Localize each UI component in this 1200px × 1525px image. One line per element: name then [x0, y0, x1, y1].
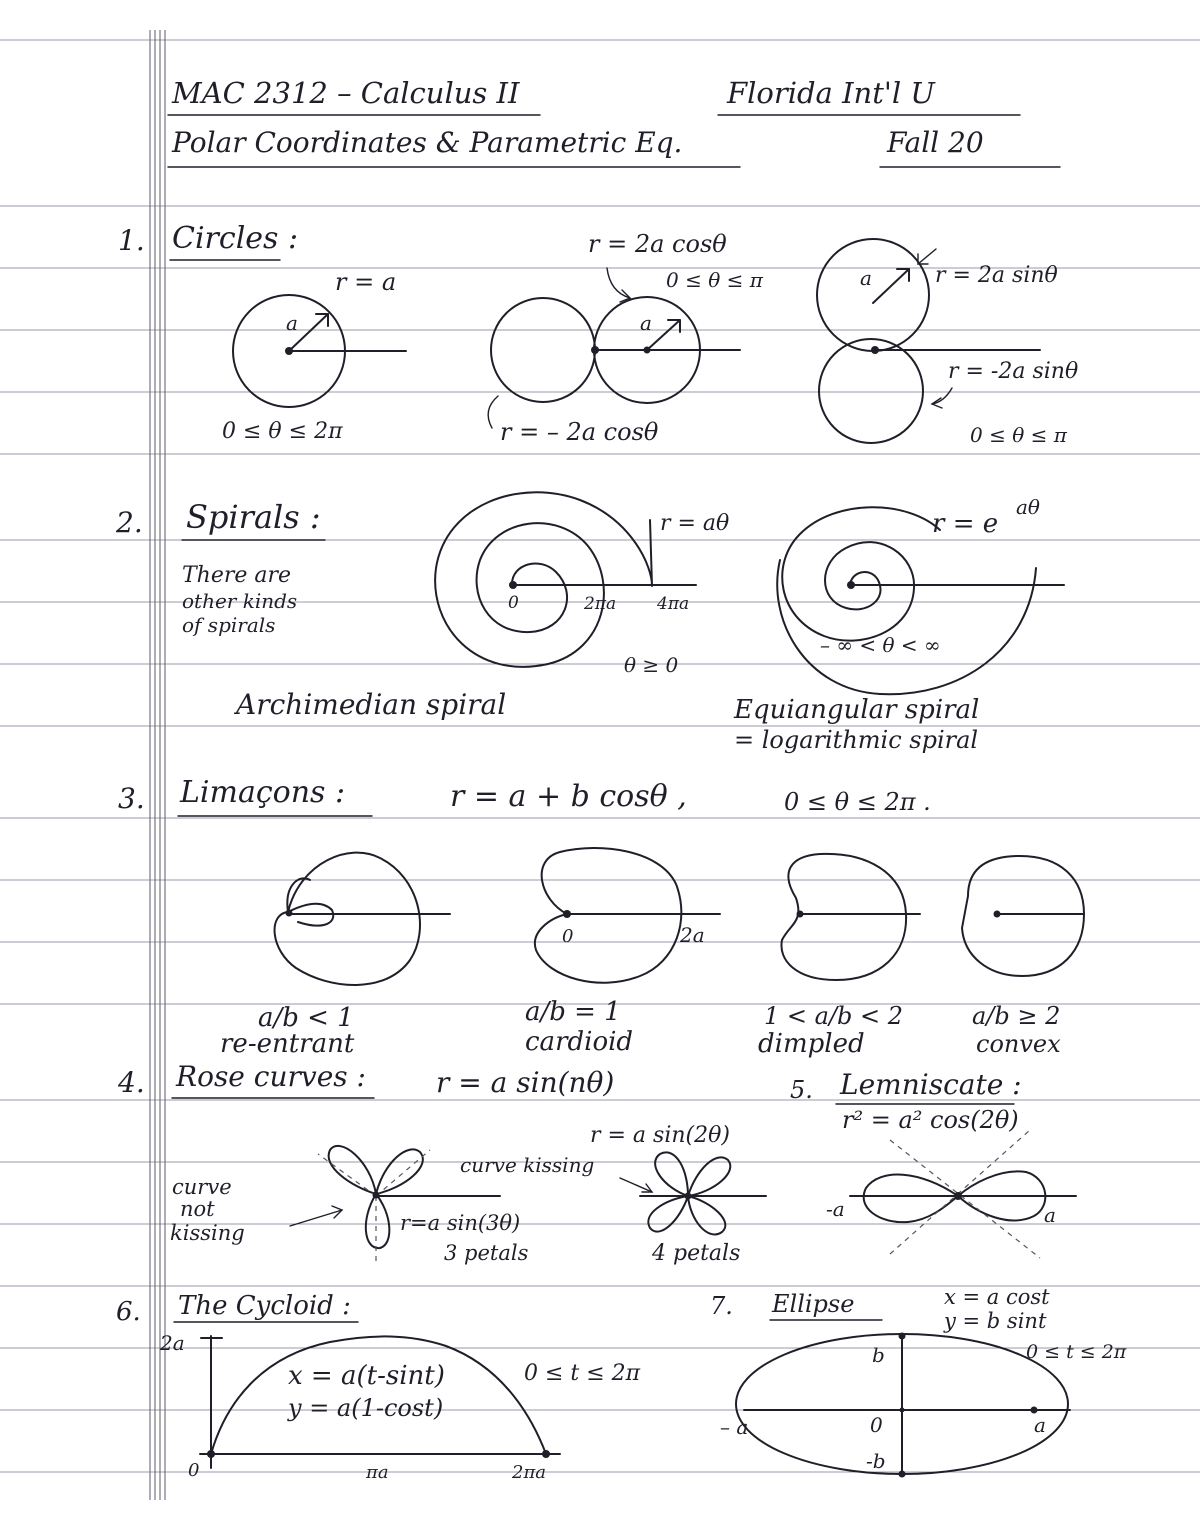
- section-title: Circles :: [172, 221, 299, 256]
- limacon-condition: a/b < 1: [258, 1003, 354, 1033]
- cycloid-y-equation: y = a(1-cost): [288, 1394, 444, 1422]
- axis-label-neg-a: – a: [720, 1415, 749, 1439]
- radius-label: a: [286, 311, 298, 335]
- spiral-equation: r = e: [932, 509, 999, 539]
- circle-equation: r = 2a sinθ: [935, 263, 1058, 288]
- school-name: Florida Int'l U: [727, 76, 935, 110]
- theta-range: – ∞ < θ < ∞: [820, 633, 941, 657]
- spiral-name: Equiangular spiral: [734, 695, 980, 725]
- limacon-condition: a/b ≥ 2: [972, 1002, 1061, 1030]
- axis-label-pi-a: πa: [366, 1462, 389, 1483]
- section-circles: [118, 221, 1078, 447]
- section-number: 2.: [116, 506, 143, 539]
- section-title: Lemniscate :: [840, 1068, 1022, 1101]
- lemniscate-equation: r² = a² cos(2θ): [842, 1106, 1019, 1134]
- axis-label-a: a: [1044, 1203, 1056, 1227]
- axis-label-2a: 2a: [160, 1331, 185, 1355]
- limacon-equation: r = a + b cosθ ,: [450, 779, 687, 814]
- rose-equation: r = a sin(2θ): [590, 1123, 730, 1148]
- section-title: Ellipse: [772, 1290, 855, 1318]
- axis-label-4pi-a: 4πa: [657, 594, 690, 614]
- limacon-name: cardioid: [525, 1027, 634, 1057]
- section-number: 3.: [118, 782, 145, 815]
- spiral-name: Archimedian spiral: [236, 688, 507, 721]
- axis-label-neg-b: -b: [866, 1449, 886, 1473]
- spiral-equation: r = aθ: [660, 511, 730, 536]
- circles-sin: [817, 239, 1078, 447]
- section-number: 5.: [790, 1076, 813, 1104]
- section-title: Limaçons :: [180, 775, 346, 810]
- topic-title: Polar Coordinates & Parametric Eq.: [172, 126, 683, 159]
- spirals-note: other kinds: [182, 589, 298, 613]
- limacon-name: dimpled: [758, 1029, 865, 1059]
- section-rose-curves: [117, 1060, 766, 1266]
- petal-count: 3 petals: [444, 1241, 529, 1265]
- section-number: 4.: [118, 1066, 145, 1099]
- section-title: Spirals :: [186, 498, 321, 536]
- axis-label-2a: 2a: [680, 923, 705, 947]
- axis-label-2pi-a: 2πa: [584, 594, 617, 614]
- section-spirals: [115, 492, 1064, 754]
- limacon-condition: a/b = 1: [525, 997, 621, 1027]
- section-number: 6.: [116, 1297, 141, 1327]
- limacon-dimpled: [758, 854, 920, 1059]
- theta-range: θ ≥ 0: [624, 653, 679, 677]
- rose-note: curve: [172, 1175, 232, 1199]
- section-number: 1.: [118, 224, 145, 257]
- axis-label-0: 0: [562, 926, 574, 947]
- axis-label-0: 0: [188, 1460, 200, 1481]
- limacon-convex: [962, 856, 1084, 1058]
- section-ellipse: [710, 1285, 1127, 1478]
- spiral-name: = logarithmic spiral: [734, 726, 979, 754]
- theta-range: 0 ≤ θ ≤ 2π: [222, 419, 343, 444]
- spirals-note: of spirals: [182, 613, 276, 637]
- limacon-reentrant: [220, 853, 450, 1059]
- spirals-note: There are: [182, 563, 292, 588]
- circles-cos: [488, 230, 764, 446]
- circle-equation-negative: r = – 2a cosθ: [500, 418, 659, 446]
- theta-range: 0 ≤ θ ≤ 2π .: [784, 788, 931, 816]
- t-range: 0 ≤ t ≤ 2π: [1026, 1341, 1127, 1363]
- radius-label: a: [640, 311, 652, 335]
- rose-note: not: [180, 1197, 215, 1221]
- section-lemniscate: [790, 1068, 1076, 1258]
- axis-label-origin: 0: [870, 1413, 883, 1437]
- circle-equation-negative: r = -2a sinθ: [948, 359, 1079, 384]
- petal-count: 4 petals: [652, 1241, 741, 1266]
- limacon-name: convex: [976, 1030, 1061, 1058]
- section-cycloid: [116, 1291, 641, 1483]
- circle-r-a: [222, 268, 406, 444]
- axis-label-a: a: [1034, 1413, 1046, 1437]
- t-range: 0 ≤ t ≤ 2π: [524, 1361, 641, 1386]
- axis-label-2pi-a: 2πa: [512, 1462, 547, 1483]
- circle-equation: r = 2a cosθ: [588, 230, 727, 258]
- limacon-cardioid: [525, 848, 720, 1057]
- axis-label-b: b: [872, 1343, 885, 1367]
- section-number: 7.: [710, 1292, 733, 1320]
- section-title: The Cycloid :: [178, 1291, 351, 1321]
- ellipse-y-equation: y = b sint: [944, 1309, 1047, 1333]
- circle-equation: r = a: [335, 268, 397, 296]
- limacon-name: re-entrant: [220, 1029, 355, 1059]
- rose-equation: r=a sin(3θ): [400, 1211, 521, 1235]
- cycloid-x-equation: x = a(t-sint): [288, 1361, 445, 1391]
- spiral-equation-exponent: aθ: [1016, 495, 1040, 519]
- rose-note: kissing: [170, 1221, 245, 1245]
- axis-label-0: 0: [508, 593, 519, 613]
- margin-lines: [150, 30, 165, 1500]
- ellipse-x-equation: x = a cost: [944, 1285, 1050, 1309]
- limacon-condition: 1 < a/b < 2: [764, 1002, 904, 1030]
- theta-range: 0 ≤ θ ≤ π: [666, 268, 763, 292]
- axis-label-neg-a: -a: [826, 1197, 845, 1221]
- header: [168, 76, 1060, 167]
- kissing-note: curve kissing: [460, 1153, 595, 1177]
- term: Fall 20: [887, 126, 984, 159]
- radius-label: a: [860, 266, 872, 290]
- equiangular-spiral: [733, 495, 1064, 754]
- theta-range: 0 ≤ θ ≤ π: [970, 423, 1067, 447]
- course-title: MAC 2312 – Calculus II: [172, 76, 520, 110]
- rose-equation: r = a sin(nθ): [436, 1066, 615, 1099]
- section-title: Rose curves :: [176, 1060, 366, 1093]
